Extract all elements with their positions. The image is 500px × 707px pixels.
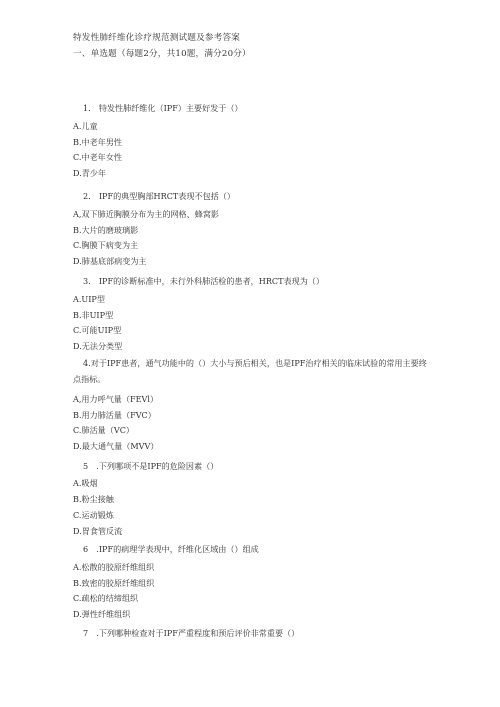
question-stem: 1. 特发性肺纤维化（IPF）主要好发于（） <box>83 103 243 113</box>
option-d: D.胃食管反流 <box>73 526 123 536</box>
option-c: C.运动锻炼 <box>73 510 114 520</box>
section-heading: 一、单选题（每题2分，共10题，满分20分） <box>73 49 251 59</box>
option-a: A,双下肺近胸膜分布为主的网格、蜂窝影 <box>73 209 220 219</box>
option-b: B.粉尘接触 <box>73 494 114 504</box>
option-c: C.可能UIP型 <box>73 325 122 335</box>
option-d: D.青少年 <box>73 168 107 178</box>
option-d: D.肺基底部病变为主 <box>73 256 147 266</box>
question-stem: 3. IPF的诊断标准中，未行外科肺活检的患者，HRCT表现为（） <box>83 276 324 286</box>
question-stem: 7 .下列哪种检查对于IPF严重程度和预后评价非常重要（） <box>83 628 300 638</box>
question-stem: 2. IPF的典型胸部HRCT表现不包括（） <box>83 191 235 201</box>
option-a: A.儿童 <box>73 121 98 131</box>
option-b: B.用力肺活量（FVC） <box>73 410 156 420</box>
option-a: A,用力呼气量（FEVl） <box>73 394 159 404</box>
option-a: A.吸烟 <box>73 478 98 488</box>
option-b: B.致密的胶原纤维组织 <box>73 578 155 588</box>
option-c: C.胸膜下病变为主 <box>73 240 139 250</box>
question-stem: 6 .IPF的病理学表现中，纤维化区域由（）组成 <box>83 544 259 554</box>
option-a: A.UIP型 <box>73 294 105 304</box>
option-c: C.中老年女性 <box>73 152 122 162</box>
question-stem: 5 .下列哪项不是IPF的危险因素（） <box>83 461 219 471</box>
option-d: D.无法分类型 <box>73 341 123 351</box>
option-b: B.非UIP型 <box>73 310 114 320</box>
option-c: C.肺活量（VC） <box>73 425 134 435</box>
option-d: D.弹性纤维组织 <box>73 609 131 619</box>
option-c: C.疏松的结缔组织 <box>73 593 139 603</box>
option-b: B.中老年男性 <box>73 137 122 147</box>
question-stem: 4.对于IPF患者，通气功能中的（）大小与预后相关，也是IPF治疗相关的临床试验的常用主要终点指标。 <box>73 358 427 384</box>
document-title: 特发性肺纤维化诊疗规范测试题及参考答案 <box>73 33 241 43</box>
option-a: A.松散的胶原纤维组织 <box>73 562 155 572</box>
option-b: B.大片的磨玻璃影 <box>73 225 139 235</box>
option-d: D.最大通气量（MVV） <box>73 441 159 451</box>
